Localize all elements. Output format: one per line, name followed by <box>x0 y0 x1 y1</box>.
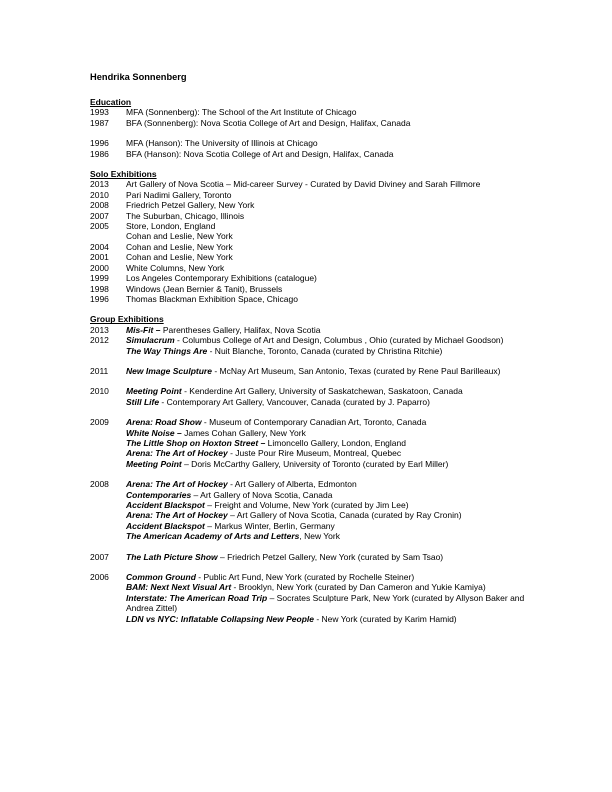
entry-description <box>126 552 530 562</box>
entry-description <box>126 428 530 438</box>
entry-description <box>126 417 530 427</box>
entry-year <box>90 490 126 500</box>
entry-year <box>90 521 126 531</box>
entry-year <box>90 614 126 624</box>
solo-exhibition-entry <box>90 211 530 221</box>
entry-year <box>90 231 126 241</box>
entry-year <box>90 428 126 438</box>
entry-year: 2013 <box>90 324 109 335</box>
entry-description <box>126 521 530 531</box>
exhibition-venue: - Contemporary Art Gallery, Vancouver, Canada (curated by J. Paparro) <box>159 396 430 407</box>
entry-description <box>126 366 530 376</box>
entry-year: 2009 <box>90 417 109 428</box>
group-exhibition-entry <box>90 479 530 489</box>
exhibition-title: Accident Blackspot <box>126 520 205 531</box>
entry-description <box>126 438 530 448</box>
solo-exhibition-entry <box>90 242 530 252</box>
entry-text: Art Gallery of Nova Scotia – Mid-career Survey - Curated by David Diviney and Sarah Fillmore <box>126 179 481 190</box>
entry-description <box>126 614 530 624</box>
exhibition-title: Meeting Point <box>126 458 182 469</box>
entry-year <box>90 448 126 458</box>
group-exhibition-entry <box>90 459 530 469</box>
group-exhibition-entry <box>90 366 530 376</box>
entry-text: BFA (Hanson): Nova Scotia College of Art and Design, Halifax, Canada <box>126 148 394 159</box>
entry-year: 2008 <box>90 479 109 490</box>
group-exhibitions-heading: Group Exhibitions <box>90 314 164 325</box>
entry-text: White Columns, New York <box>126 262 225 273</box>
group-exhibition-entry <box>90 572 530 582</box>
group-exhibition-entry <box>90 582 530 592</box>
group-exhibition-entry <box>90 325 530 335</box>
group-exhibition-entry <box>90 346 530 356</box>
entry-description <box>126 448 530 458</box>
education-entry <box>90 149 530 159</box>
solo-exhibition-entry <box>90 200 530 210</box>
entry-year: 2010 <box>90 386 109 397</box>
entry-year: 2013 <box>90 179 109 190</box>
entry-text: MFA (Hanson): The University of Illinois at Chicago <box>126 138 318 149</box>
exhibition-title: BAM: Next Next Visual Art <box>126 582 232 593</box>
exhibition-title: Simulacrum <box>126 335 175 346</box>
exhibition-venue: - Juste Pour Rire Museum, Montreal, Quebec <box>227 448 402 459</box>
entry-year: 1996 <box>90 293 109 304</box>
exhibition-title: The Lath Picture Show <box>126 551 218 562</box>
exhibition-title: Interstate: The American Road Trip <box>126 592 268 603</box>
entry-description <box>126 531 530 541</box>
entry-year: 2001 <box>90 252 109 263</box>
exhibition-title: Arena: The Art of Hockey <box>126 479 228 490</box>
entry-year: 2008 <box>90 200 109 211</box>
exhibition-venue: – Doris McCarthy Gallery, University of Toronto (curated by Earl Miller) <box>181 458 449 469</box>
entry-text: Thomas Blackman Exhibition Space, Chicago <box>126 293 298 304</box>
exhibition-title: The American Academy of Arts and Letters <box>126 531 300 542</box>
solo-exhibition-entry <box>90 284 530 294</box>
exhibition-title: New Image Sculpture <box>126 365 212 376</box>
exhibition-title: Accident Blackspot <box>126 500 205 510</box>
exhibition-venue: - Art Gallery of Alberta, Edmonton <box>227 479 357 490</box>
exhibition-title: Mis-Fit – <box>126 324 161 335</box>
entry-year <box>90 438 126 448</box>
entry-year: 2012 <box>90 335 109 346</box>
entry-year <box>90 582 126 592</box>
entry-text: Cohan and Leslie, New York <box>126 231 233 242</box>
exhibition-title: Arena: Road Show <box>126 417 202 428</box>
entry-description <box>126 479 530 489</box>
solo-exhibition-entry <box>90 294 530 304</box>
group-exhibitions-list <box>90 325 530 624</box>
exhibition-venue: – Socrates Sculpture Park, New York (curated by Allyson Baker and Andrea Zittel) <box>126 592 525 614</box>
group-exhibition-entry <box>90 521 530 531</box>
solo-exhibition-entry <box>90 273 530 283</box>
entry-year: 2000 <box>90 262 109 273</box>
exhibition-title: Contemporaries <box>126 489 192 500</box>
exhibition-title: The Way Things Are <box>126 345 208 356</box>
exhibition-venue: James Cohan Gallery, New York <box>181 427 306 438</box>
entry-year <box>90 593 126 614</box>
entry-text: The Suburban, Chicago, Illinois <box>126 210 245 221</box>
entry-text: Friedrich Petzel Gallery, New York <box>126 200 255 211</box>
exhibition-venue: - Public Art Fund, New York (curated by Rochelle Steiner) <box>195 572 415 583</box>
cv-document <box>90 72 530 624</box>
artist-name: Hendrika Sonnenberg <box>90 72 187 82</box>
exhibition-title: LDN vs NYC: Inflatable Collapsing New People <box>126 613 314 624</box>
entry-text: Pari Nadimi Gallery, Toronto <box>126 189 232 200</box>
entry-year: 2007 <box>90 551 109 562</box>
exhibition-venue: Limoncello Gallery, London, England <box>265 437 406 448</box>
solo-exhibition-entry <box>90 231 530 241</box>
entry-text: Los Angeles Contemporary Exhibitions (catalogue) <box>126 273 317 284</box>
group-exhibition-entry <box>90 438 530 448</box>
entry-text: Windows (Jean Bernier & Tanit), Brussels <box>126 283 283 294</box>
entry-year: 2004 <box>90 241 109 252</box>
entry-text: Cohan and Leslie, New York <box>126 241 233 252</box>
entry-description <box>126 397 530 407</box>
exhibition-venue: – Markus Winter, Berlin, Germany <box>204 520 335 531</box>
solo-exhibition-entry <box>90 221 530 231</box>
group-exhibition-entry <box>90 428 530 438</box>
group-exhibition-entry <box>90 335 530 345</box>
exhibition-venue: Parentheses Gallery, Halifax, Nova Scotia <box>160 324 321 335</box>
entry-text: Cohan and Leslie, New York <box>126 252 233 263</box>
entry-description <box>126 335 530 345</box>
exhibition-venue: - McNay Art Museum, San Antonio, Texas (curated by Rene Paul Barilleaux) <box>211 365 501 376</box>
exhibition-title: Arena: The Art of Hockey <box>126 510 228 521</box>
exhibition-venue: - Kenderdine Art Gallery, University of Saskatchewan, Saskatoon, Canada <box>181 386 463 397</box>
group-exhibition-entry <box>90 417 530 427</box>
entry-description <box>126 346 530 356</box>
education-entry <box>90 118 530 128</box>
entry-year: 1993 <box>90 107 109 118</box>
entry-year <box>90 510 126 520</box>
education-list <box>90 107 530 159</box>
entry-description <box>126 572 530 582</box>
entry-year: 1996 <box>90 138 109 149</box>
group-exhibition-entry <box>90 510 530 520</box>
entry-year <box>90 531 126 541</box>
group-exhibition-entry <box>90 490 530 500</box>
exhibition-venue: – Freight and Volume, New York (curated by Jim Lee) <box>204 500 409 510</box>
entry-year: 1987 <box>90 117 109 128</box>
group-exhibition-entry <box>90 614 530 624</box>
entry-text: MFA (Sonnenberg): The School of the Art Institute of Chicago <box>126 107 357 118</box>
entry-year: 2007 <box>90 210 109 221</box>
solo-exhibition-entry <box>90 252 530 262</box>
entry-year: 1999 <box>90 273 109 284</box>
solo-exhibition-entry <box>90 263 530 273</box>
exhibition-venue: – Friedrich Petzel Gallery, New York (curated by Sam Tsao) <box>217 551 444 562</box>
entry-year: 2011 <box>90 365 109 376</box>
exhibition-venue: – Art Gallery of Nova Scotia, Canada (curated by Ray Cronin) <box>227 510 462 521</box>
exhibition-venue: – Art Gallery of Nova Scotia, Canada <box>191 489 333 500</box>
group-exhibition-entry <box>90 397 530 407</box>
entry-year <box>90 459 126 469</box>
group-exhibition-entry <box>90 593 530 614</box>
group-exhibition-entry <box>90 500 530 510</box>
entry-description <box>126 386 530 396</box>
exhibition-title: White Noise – <box>126 427 182 438</box>
entry-description <box>126 459 530 469</box>
solo-exhibitions-list <box>90 179 530 304</box>
exhibition-venue: - New York (curated by Karim Hamid) <box>313 613 457 624</box>
education-entry <box>90 107 530 117</box>
entry-text: Store, London, England <box>126 221 216 232</box>
group-exhibition-entry <box>90 448 530 458</box>
solo-exhibitions-heading: Solo Exhibitions <box>90 169 157 180</box>
entry-text: BFA (Sonnenberg): Nova Scotia College of Art and Design, Halifax, Canada <box>126 117 411 128</box>
group-exhibition-entry <box>90 531 530 541</box>
entry-description <box>126 490 530 500</box>
group-exhibition-entry <box>90 386 530 396</box>
education-heading: Education <box>90 97 132 107</box>
entry-year <box>90 500 126 510</box>
entry-description <box>126 510 530 520</box>
entry-description <box>126 325 530 335</box>
entry-year: 2006 <box>90 572 109 583</box>
entry-description <box>126 582 530 592</box>
entry-year <box>90 346 126 356</box>
exhibition-venue: - Columbus College of Art and Design, Columbus , Ohio (curated by Michael Goodson) <box>174 335 504 346</box>
exhibition-title: The Little Shop on Hoxton Street – <box>126 437 266 448</box>
exhibition-title: Common Ground <box>126 572 196 583</box>
exhibition-title: Arena: The Art of Hockey <box>126 448 228 459</box>
entry-description <box>126 593 530 614</box>
entry-description <box>126 500 530 510</box>
exhibition-venue: - Brooklyn, New York (curated by Dan Cameron and Yukie Kamiya) <box>231 582 486 593</box>
entry-year: 1986 <box>90 148 109 159</box>
entry-year: 2010 <box>90 189 109 200</box>
solo-exhibition-entry <box>90 190 530 200</box>
exhibition-venue: - Nuit Blanche, Toronto, Canada (curated by Christina Ritchie) <box>207 345 443 356</box>
exhibition-title: Still Life <box>126 396 160 407</box>
group-exhibition-entry <box>90 552 530 562</box>
entry-year <box>90 397 126 407</box>
exhibition-title: Meeting Point <box>126 386 182 397</box>
exhibition-venue: , New York <box>299 531 340 542</box>
entry-year: 2005 <box>90 221 109 232</box>
solo-exhibition-entry <box>90 179 530 189</box>
entry-year: 1998 <box>90 283 109 294</box>
education-entry <box>90 138 530 148</box>
exhibition-venue: - Museum of Contemporary Canadian Art, Toronto, Canada <box>201 417 427 428</box>
